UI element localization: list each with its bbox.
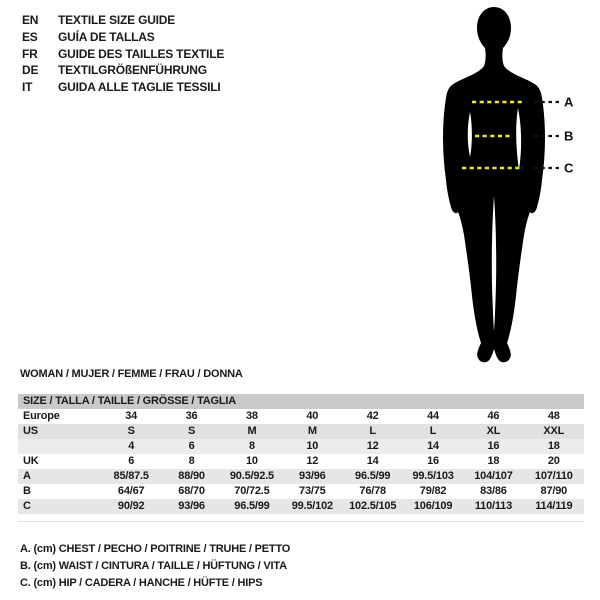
language-label: GUIDA ALLE TAGLIE TESSILI [58, 80, 221, 95]
language-code: IT [22, 80, 33, 95]
language-code: DE [22, 63, 39, 78]
table-row-label: Europe [23, 410, 60, 422]
table-cell: 12 [306, 455, 319, 467]
table-cell: 8 [188, 455, 195, 467]
table-cell: 10 [246, 455, 258, 467]
table-cell: 110/113 [474, 500, 513, 512]
woman-silhouette-figure [410, 0, 590, 372]
table-row [18, 454, 584, 469]
table-cell: L [429, 425, 437, 437]
language-label: TEXTILGRÖßENFÜHRUNG [58, 63, 207, 78]
table-cell: S [187, 425, 196, 437]
table-cell: 48 [547, 410, 560, 422]
table-cell: 99.5/103 [412, 470, 454, 482]
table-cell: 8 [248, 440, 255, 452]
table-row [18, 409, 584, 424]
table-row-label: UK [23, 455, 39, 467]
language-label: GUÍA DE TALLAS [58, 29, 155, 44]
table-cell: 68/70 [178, 485, 205, 497]
table-cell: 6 [188, 440, 195, 452]
marker-label-b: B [564, 128, 574, 144]
language-row-de [22, 62, 224, 79]
language-row-en [22, 12, 224, 29]
table-cell: 93/96 [299, 470, 326, 482]
table-cell: XL [486, 425, 501, 437]
table-cell: XXL [543, 425, 565, 437]
table-cell: 96.5/99 [355, 470, 391, 482]
section-title-woman: WOMAN / MUJER / FEMME / FRAU / DONNA [20, 368, 243, 380]
legend-line: A. (cm) CHEST / PECHO / POITRINE / TRUHE / PETTO [20, 543, 291, 555]
table-cell: 85/87.5 [113, 470, 149, 482]
table-cell: 83/86 [480, 485, 507, 497]
table-row [18, 499, 584, 514]
measurement-legend [20, 541, 290, 591]
table-cell: 88/90 [178, 470, 205, 482]
table-cell: 107/110 [534, 470, 573, 482]
table-cell: 76/78 [359, 485, 386, 497]
table-cell: 42 [366, 410, 379, 422]
table-cell: 73/75 [299, 485, 326, 497]
language-label: TEXTILE SIZE GUIDE [58, 13, 176, 27]
table-cell: 6 [128, 455, 135, 467]
table-row [18, 484, 584, 499]
table-cell: 14 [366, 455, 379, 467]
table-row-label: C [23, 500, 31, 512]
table-row [18, 439, 584, 454]
language-row-it [22, 79, 224, 96]
table-cell: 10 [306, 440, 319, 452]
marker-label-c: C [564, 160, 574, 176]
table-cell: 90/92 [117, 500, 145, 512]
table-cell: 36 [185, 410, 198, 422]
table-cell: 16 [487, 440, 500, 452]
table-cell: 102.5/105 [349, 500, 397, 512]
marker-label-a: A [564, 94, 574, 110]
table-row [18, 424, 584, 439]
table-cell: 79/82 [419, 485, 447, 497]
table-cell: 44 [427, 410, 439, 422]
table-cell: 16 [427, 455, 439, 467]
language-code: EN [22, 13, 39, 27]
table-cell: 12 [366, 440, 379, 452]
size-table-body [18, 409, 584, 514]
table-cell: 70/72.5 [234, 485, 270, 497]
table-cell: 46 [487, 410, 500, 422]
table-cell: 4 [128, 440, 135, 452]
table-cell: M [247, 425, 257, 437]
table-bottom-divider [18, 521, 584, 522]
table-row-label: US [23, 425, 38, 437]
language-list [22, 12, 224, 96]
size-table [18, 394, 584, 514]
language-code: FR [22, 46, 38, 61]
table-cell: 14 [427, 440, 439, 452]
language-code: ES [22, 29, 38, 44]
size-table-header: SIZE / TALLA / TAILLE / GRÖSSE / TAGLIA [18, 394, 584, 409]
table-cell: 38 [246, 410, 258, 422]
table-cell: 87/90 [540, 485, 568, 497]
table-cell: 20 [547, 455, 560, 467]
table-cell: 40 [306, 410, 319, 422]
table-cell: 34 [125, 410, 138, 422]
table-cell: 106/109 [413, 500, 453, 512]
table-row-label [18, 439, 101, 454]
language-label: GUIDE DES TAILLES TEXTILE [58, 46, 225, 61]
table-cell: 93/96 [178, 500, 205, 512]
table-row [18, 469, 584, 484]
table-cell: 96.5/99 [234, 500, 270, 512]
table-cell: M [307, 425, 317, 437]
table-cell: 99.5/102 [291, 500, 333, 512]
table-cell: 90.5/92.5 [229, 470, 274, 482]
table-cell: 114/119 [535, 500, 573, 512]
language-row-es [22, 29, 224, 46]
legend-line: C. (cm) HIP / CADERA / HANCHE / HÜFTE / HIPS [20, 576, 263, 589]
table-cell: 18 [547, 440, 560, 452]
table-cell: S [127, 425, 135, 437]
table-cell: 18 [487, 455, 500, 467]
table-row-label: B [23, 485, 31, 497]
table-row-label: A [23, 470, 31, 482]
language-row-fr [22, 46, 224, 63]
table-cell: 104/107 [474, 470, 513, 482]
table-cell: L [369, 425, 376, 437]
table-cell: 64/67 [117, 485, 145, 497]
legend-line: B. (cm) WAIST / CINTURA / TAILLE / HÜFTUNG / VITA [20, 559, 287, 572]
